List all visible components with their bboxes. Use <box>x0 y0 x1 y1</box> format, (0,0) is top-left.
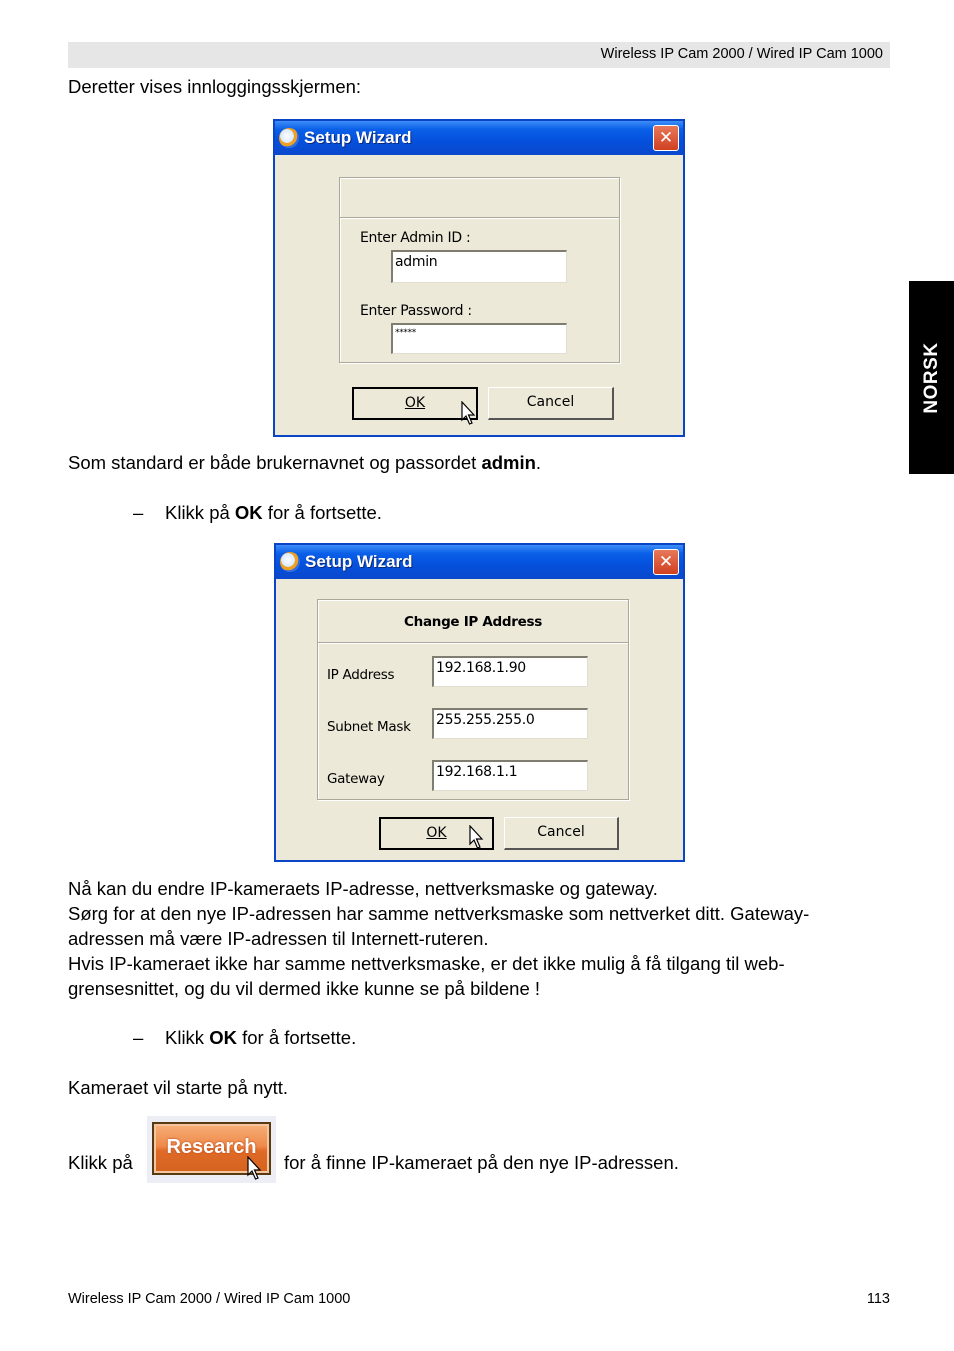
intro-text: Deretter vises innloggingsskjermen: <box>68 76 362 97</box>
login-groupbox <box>339 177 620 363</box>
change-text-line-4: Hvis IP-kameraet ikke har samme nettverksmaske, er det ikke mulig å få tilgang til web- <box>68 953 785 974</box>
ip-dialog-title: Setup Wizard <box>305 552 413 571</box>
research-button[interactable]: Research <box>152 1122 271 1175</box>
ok-button-label: OK <box>404 395 426 411</box>
login-dialog-title: Setup Wizard <box>304 128 412 147</box>
restart-text: Kameraet vil starte på nytt. <box>68 1077 289 1098</box>
ok-button[interactable] <box>352 387 478 420</box>
wizard-logo-icon <box>279 128 299 148</box>
ip-dialog <box>274 543 685 862</box>
change-ip-heading: Change IP Address <box>404 614 542 630</box>
ip-groupbox <box>317 599 629 800</box>
mouse-pointer-icon <box>469 825 485 851</box>
password-label: Enter Password : <box>360 303 472 319</box>
change-text-line-3: adressen må være IP-adressen til Internett-ruteren. <box>68 928 489 949</box>
change-text-line-2: Sørg for at den nye IP-adressen har samme nettverksmaske som nettverket ditt. Gateway- <box>68 903 810 924</box>
research-button-frame <box>147 1116 276 1183</box>
login-dialog <box>273 119 685 437</box>
default-credentials-text: Som standard er både brukernavnet og passordet admin. <box>68 452 542 473</box>
cancel-button[interactable] <box>504 817 619 850</box>
page-number: 113 <box>866 1291 890 1307</box>
admin-id-input[interactable]: admin <box>391 250 567 283</box>
password-input[interactable]: ***** <box>391 323 567 354</box>
ip-address-label: IP Address <box>327 667 395 683</box>
language-tab <box>909 281 954 474</box>
subnet-mask-input[interactable]: 255.255.255.0 <box>432 708 588 739</box>
mouse-pointer-icon <box>247 1156 263 1182</box>
header-title: Wireless IP Cam 2000 / Wired IP Cam 1000 <box>600 46 883 62</box>
change-text-line-5: grensesnittet, og du vil dermed ikke kunne se på bildene ! <box>68 978 541 999</box>
footer-title: Wireless IP Cam 2000 / Wired IP Cam 1000 <box>68 1291 351 1307</box>
groupbox-divider <box>340 217 619 219</box>
gateway-label: Gateway <box>327 771 385 787</box>
ip-titlebar <box>276 545 683 579</box>
cancel-button[interactable] <box>488 387 614 420</box>
bullet-continue-text: Klikk på OK for å fortsette. <box>165 502 382 523</box>
groupbox-divider <box>318 642 628 644</box>
bullet-dash: – <box>133 502 144 523</box>
click-prefix-text: Klikk på <box>68 1152 133 1173</box>
page-header <box>68 42 890 68</box>
ip-address-input[interactable]: 192.168.1.90 <box>432 656 588 687</box>
bullet-dash: – <box>133 1027 144 1048</box>
wizard-logo-icon <box>280 552 300 572</box>
mouse-pointer-icon <box>461 401 477 427</box>
close-icon[interactable]: ✕ <box>653 125 679 151</box>
admin-id-label: Enter Admin ID : <box>360 230 471 246</box>
language-tab-label: NORSK <box>920 341 942 414</box>
ok-button-label: OK <box>426 825 447 841</box>
click-suffix-text: for å finne IP-kameraet på den nye IP-adressen. <box>284 1152 679 1173</box>
cancel-button-label: Cancel <box>526 394 575 410</box>
change-text-line-1: Nå kan du endre IP-kameraets IP-adresse, nettverksmaske og gateway. <box>68 878 658 899</box>
close-icon[interactable]: ✕ <box>653 549 679 575</box>
bullet-continue-text: Klikk OK for å fortsette. <box>165 1027 357 1048</box>
gateway-input[interactable]: 192.168.1.1 <box>432 760 588 791</box>
login-titlebar <box>275 121 683 155</box>
subnet-mask-label: Subnet Mask <box>327 719 411 735</box>
cancel-button-label: Cancel <box>537 824 585 840</box>
